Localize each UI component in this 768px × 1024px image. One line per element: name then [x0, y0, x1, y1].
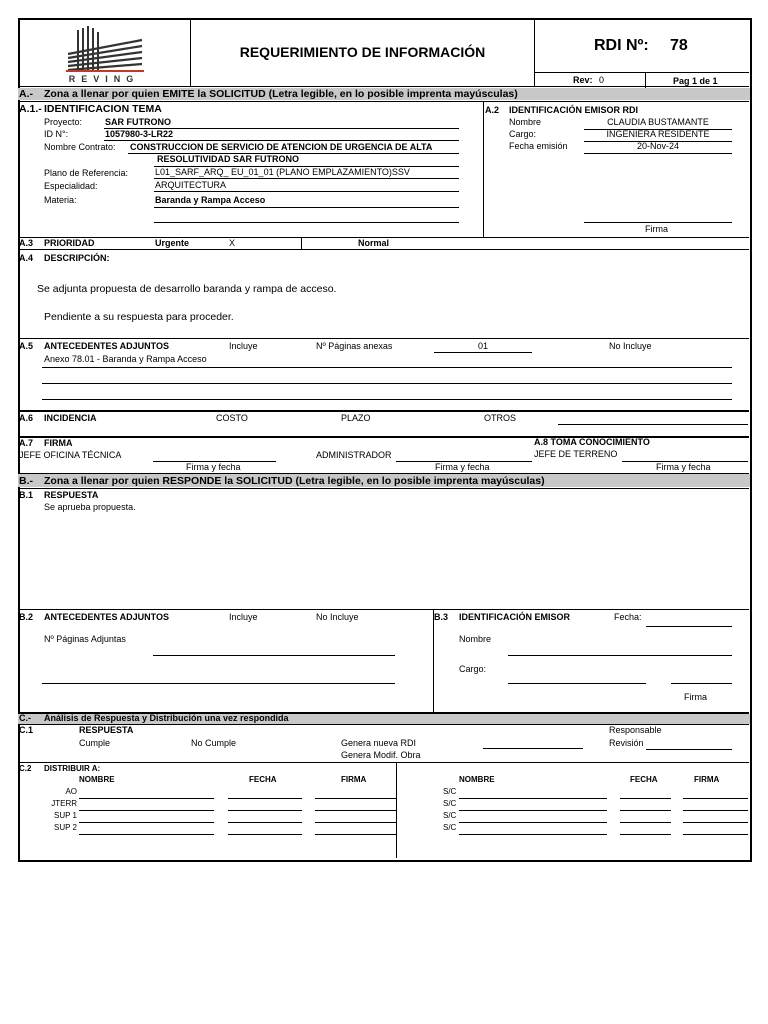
no-cumple-label: No Cumple — [191, 738, 237, 748]
rev-label: Rev: — [573, 75, 593, 85]
b2-incluye: Incluye — [229, 612, 258, 622]
especialidad-label: Especialidad: — [44, 181, 98, 191]
dist-row-label: S/C — [443, 787, 457, 796]
a3-code: A.3 — [19, 238, 34, 248]
dist-row-label: SUP 1 — [54, 811, 77, 820]
page-indicator: Pag 1 de 1 — [673, 76, 718, 86]
emisor-cargo-label: Cargo: — [509, 129, 537, 139]
rdi-number: 78 — [670, 37, 688, 54]
a2-title: IDENTIFICACIÓN EMISOR RDI — [509, 105, 639, 115]
left-col-fecha: FECHA — [249, 775, 277, 784]
descripcion-line-1: Se adjunta propuesta de desarrollo baranda y rampa de acceso. — [37, 283, 337, 295]
a5-paginas-value: 01 — [477, 341, 488, 351]
emisor-firma-label: Firma — [645, 224, 668, 234]
materia-value: Baranda y Rampa Acceso — [155, 195, 266, 205]
id-value: 1057980-3-LR22 — [105, 129, 174, 139]
proyecto-label: Proyecto: — [44, 117, 83, 127]
plazo-label: PLAZO — [341, 413, 371, 423]
jefe-terreno-firma: Firma y fecha — [656, 462, 711, 472]
logo-text: REVING — [68, 74, 140, 84]
urgente-mark: X — [229, 238, 236, 248]
c1-code: C.1 — [19, 725, 34, 735]
responsable-label: Responsable — [609, 725, 662, 735]
contrato-line-2: RESOLUTIVIDAD SAR FUTRONO — [157, 154, 300, 164]
normal-label: Normal — [358, 238, 390, 248]
jefe-oficina-label: JEFE OFICINA TÉCNICA — [19, 450, 122, 460]
jefe-oficina-firma: Firma y fecha — [186, 462, 241, 472]
emisor-nombre-label: Nombre — [509, 117, 542, 127]
left-col-firma: FIRMA — [341, 775, 367, 784]
a4-title: DESCRIPCIÓN: — [44, 253, 110, 263]
a4-code: A.4 — [19, 253, 34, 263]
b2-code: B.2 — [19, 612, 34, 622]
a5-code: A.5 — [19, 341, 34, 351]
genera-modif-label: Genera Modif. Obra — [341, 750, 421, 760]
a5-no-incluye: No Incluye — [609, 341, 652, 351]
b3-cargo-label: Cargo: — [459, 664, 487, 674]
contrato-line-1: CONSTRUCCION DE SERVICIO DE ATENCION DE URGENCIA DE ALTA — [130, 142, 433, 152]
a8-title: A.8 TOMA CONOCIMIENTO — [534, 437, 650, 447]
a3-title: PRIORIDAD — [44, 238, 95, 248]
b3-fecha-label: Fecha: — [614, 612, 642, 622]
form-title: REQUERIMIENTO DE INFORMACIÓN — [239, 44, 486, 60]
a2-code: A.2 — [485, 105, 500, 115]
genera-rdi-label: Genera nueva RDI — [341, 738, 417, 748]
fecha-emision-label: Fecha emisión — [509, 141, 568, 151]
dist-row-label: S/C — [443, 823, 457, 832]
section-a-heading: Zona a llenar por quien EMITE la SOLICITUD (Letra legible, en lo posible imprenta mayúsculas) — [44, 88, 518, 100]
b2-title: ANTECEDENTES ADJUNTOS — [44, 612, 170, 622]
c2-code: C.2 — [19, 764, 32, 773]
a6-code: A.6 — [19, 413, 34, 423]
a7-code: A.7 — [19, 438, 34, 448]
section-b-heading: Zona a llenar por quien RESPONDE la SOLICITUD (Letra legible, en lo posible imprenta mayúsculas) — [44, 475, 545, 487]
administrador-firma: Firma y fecha — [435, 462, 490, 472]
descripcion-line-2: Pendiente a su respuesta para proceder. — [44, 311, 234, 323]
otros-label: OTROS — [484, 413, 517, 423]
revision-label: Revisión — [609, 738, 644, 748]
b2-no-incluye: No Incluye — [316, 612, 359, 622]
plano-value: L01_SARF_ARQ_ EU_01_01 (PLANO EMPLAZAMIENTO)SSV — [155, 167, 410, 177]
a6-title: INCIDENCIA — [44, 413, 97, 423]
proyecto-value: SAR FUTRONO — [105, 117, 171, 127]
c1-title: RESPUESTA — [79, 725, 134, 735]
a7-title: FIRMA — [44, 438, 73, 448]
emisor-cargo-value: INGENIERA RESIDENTE — [606, 129, 710, 139]
a5-incluye: Incluye — [229, 341, 258, 351]
dist-row-label: S/C — [443, 811, 457, 820]
cumple-label: Cumple — [79, 738, 111, 748]
building-logo-icon — [62, 24, 146, 74]
fecha-emision-value: 20-Nov-24 — [636, 141, 680, 151]
urgente-label: Urgente — [155, 238, 190, 248]
section-c-code: C.- — [19, 713, 31, 723]
a1-code: A.1.- — [19, 103, 42, 115]
b3-title: IDENTIFICACIÓN EMISOR — [459, 612, 571, 622]
dist-row-label: JTERR — [51, 799, 77, 808]
section-c-heading: Análisis de Respuesta y Distribución una vez respondida — [44, 713, 289, 723]
administrador-label: ADMINISTRADOR — [316, 450, 392, 460]
b3-nombre-label: Nombre — [459, 634, 492, 644]
anexo-text: Anexo 78.01 - Baranda y Rampa Acceso — [44, 354, 207, 364]
b3-firma-label: Firma — [684, 692, 707, 702]
c2-title: DISTRIBUIR A: — [44, 764, 101, 773]
costo-label: COSTO — [216, 413, 248, 423]
id-label: ID N°: — [44, 129, 69, 139]
b3-code: B.3 — [434, 612, 449, 622]
section-a-code: A.- — [19, 88, 33, 100]
jefe-terreno-label: JEFE DE TERRENO — [534, 449, 618, 459]
company-logo — [62, 24, 146, 84]
plano-label: Plano de Referencia: — [44, 168, 129, 178]
especialidad-value: ARQUITECTURA — [155, 180, 227, 190]
dist-row-label: AO — [65, 787, 77, 796]
b1-title: RESPUESTA — [44, 490, 99, 500]
contrato-label: Nombre Contrato: — [44, 142, 116, 152]
rev-value: 0 — [599, 75, 605, 85]
b1-code: B.1 — [19, 490, 34, 500]
section-b-code: B.- — [19, 475, 33, 487]
dist-row-label: S/C — [443, 799, 457, 808]
right-col-fecha: FECHA — [630, 775, 658, 784]
left-col-nombre: NOMBRE — [79, 775, 115, 784]
b2-paginas-label: Nº Páginas Adjuntas — [44, 634, 126, 644]
dist-row-label: SUP 2 — [54, 823, 77, 832]
right-col-firma: FIRMA — [694, 775, 720, 784]
a5-paginas-label: Nº Páginas anexas — [316, 341, 393, 351]
a5-title: ANTECEDENTES ADJUNTOS — [44, 341, 170, 351]
emisor-nombre-value: CLAUDIA BUSTAMANTE — [607, 117, 709, 127]
materia-label: Materia: — [44, 195, 77, 205]
rdi-label: RDI Nº: — [594, 37, 649, 54]
right-col-nombre: NOMBRE — [459, 775, 495, 784]
respuesta-text: Se aprueba propuesta. — [44, 502, 136, 512]
a1-title: IDENTIFICACION TEMA — [44, 103, 162, 115]
